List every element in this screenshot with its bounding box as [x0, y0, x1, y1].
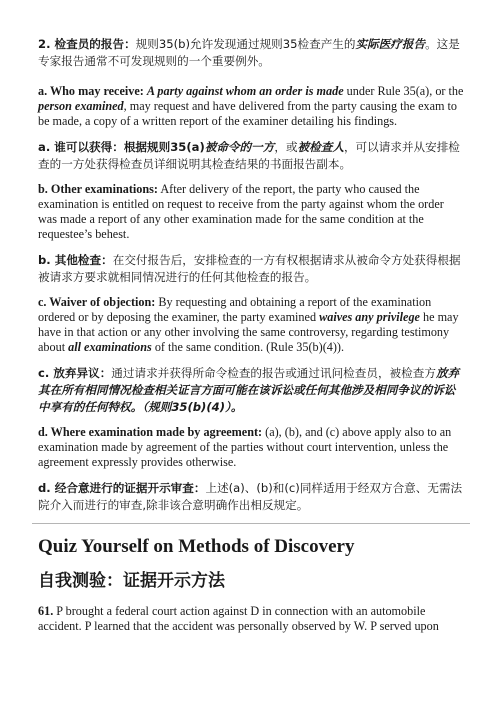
report-text-2: 。这是专家报告通常不可发现规则的一个重要例外。 [38, 37, 460, 68]
report-paragraph-zh [38, 36, 464, 70]
question-61 [38, 604, 464, 634]
other-examinations-paragraph [38, 182, 464, 242]
agreement-label: d. Where examination made by agreement: [38, 425, 263, 439]
other-examinations-text: After delivery of the report, the party who caused the examination is entitled on request to receive from the party against whom the order was made a report of any other examination made for the same condition at the requestee’s behest. [38, 182, 444, 241]
who-may-receive-label-zh: a. 谁可以获得： [38, 140, 124, 154]
other-examinations-text-zh: 在交付报告后，安排检查的一方有权根据请求从被命令方处获得根据被请求方要求就相同情况进行的任何其他检查的报告。 [38, 253, 461, 284]
agreement-paragraph-zh [38, 480, 464, 514]
agreement-label-zh: d. 经合意进行的证据开示审查： [38, 481, 206, 495]
quiz-heading: Quiz Yourself on Methods of Discovery [38, 536, 355, 557]
other-examinations-label-zh: b. 其他检查： [38, 253, 113, 267]
waiver-text-2: he may have in that action or any other involving the same controversy, regarding testimony about [38, 310, 459, 354]
agreement-paragraph [38, 425, 464, 470]
report-text-1: 规则35(b)允许发现通过规则35检查产生的 [135, 37, 356, 51]
waiver-paragraph [38, 295, 464, 355]
waiver-label: c. Waiver of objection: [38, 295, 156, 309]
waiver-text-1: By requesting and obtaining a report of the examination ordered or by deposing the examiner, the party examined [38, 295, 432, 324]
who-may-receive-paragraph-zh [38, 139, 464, 173]
waiver-text-3: of the same condition. (Rule 35(b)(4)). [151, 340, 345, 354]
document-page [38, 36, 464, 644]
who-may-receive-text-3-zh: ，可以请求并从安排检查的一方处获得检查员详细说明其检查结果的书面报告副本。 [38, 140, 460, 171]
who-may-receive-emphasis-1-zh: 被命令的一方 [204, 140, 275, 154]
report-label: 2. 检查员的报告： [38, 37, 136, 51]
waiver-emphasis-zh: 放弃其在所有相同情况检查相关证言方面可能在该诉讼或任何其他涉及相同争议的诉讼中享有的任何特权。（规则35(b)(4)）。 [38, 366, 460, 414]
report-emphasis: 实际医疗报告 [355, 37, 426, 51]
who-may-receive-text-2: , may request and have delivered from the party causing the exam to be made, a copy of a written report of the examiner detailing his findings. [38, 99, 457, 128]
who-may-receive-text-1-zh: 根据规则35(a) [123, 140, 205, 154]
question-61-number: 61. [38, 604, 54, 618]
who-may-receive-text-2-zh: ，或 [274, 140, 298, 154]
quiz-heading-zh: 自我测验：证据开示方法 [38, 571, 225, 591]
other-examinations-paragraph-zh [38, 252, 464, 286]
waiver-emphasis-1: waives any privilege [319, 310, 420, 324]
waiver-paragraph-zh [38, 365, 464, 416]
waiver-label-zh: c. 放弃异议： [38, 366, 112, 380]
section-divider [32, 523, 470, 524]
who-may-receive-emphasis-1: A party against whom an order is made [146, 84, 344, 98]
waiver-text-zh: 通过请求并获得所命令检查的报告或通过讯问检查员，被检查方 [111, 366, 436, 380]
who-may-receive-paragraph [38, 84, 464, 129]
waiver-emphasis-2: all examinations [68, 340, 152, 354]
agreement-text-zh: 上述(a)、(b)和(c)同样适用于经双方合意、无需法院介入而进行的审查,除非该合意明确作出相反规定。 [38, 481, 463, 512]
who-may-receive-label: a. Who may receive: [38, 84, 144, 98]
other-examinations-label: b. Other examinations: [38, 182, 158, 196]
who-may-receive-emphasis-2: person examined [38, 99, 124, 113]
who-may-receive-text-1: under Rule 35(a), or the [343, 84, 464, 98]
agreement-text: (a), (b), and (c) above apply also to an examination made by agreement of the parties without court intervention, unless the agreement expressly provides otherwise. [38, 425, 452, 469]
who-may-receive-emphasis-2-zh: 被检查人 [297, 140, 344, 154]
question-61-text: P brought a federal court action against D in connection with an automobile accident. P learned that the accident was personally observed by W. P served upon [38, 604, 439, 633]
